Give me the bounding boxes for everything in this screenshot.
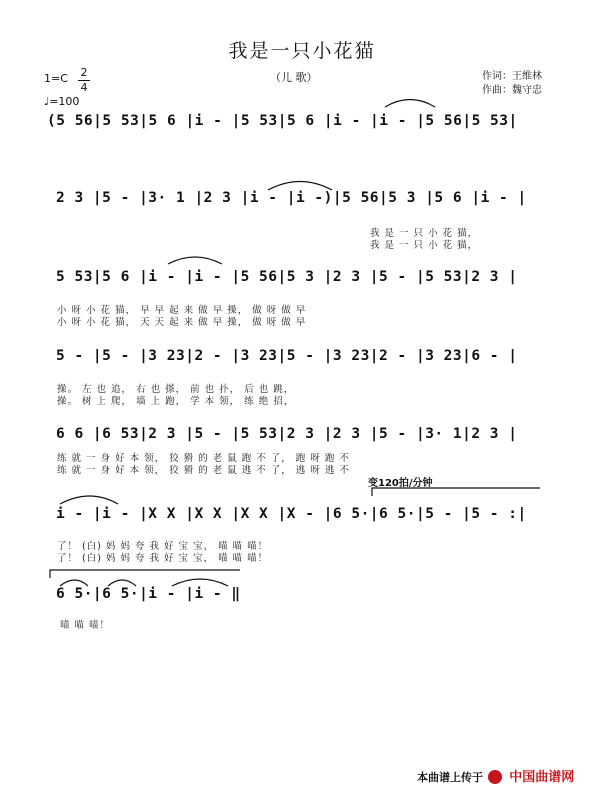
slur: [168, 257, 222, 264]
lyric-row-4-verse-2: 操。 树 上 爬， 墙 上 跑， 学 本 领， 练 绝 招，: [57, 396, 295, 407]
notation-row-7: 6 5·|6 5·|i - |i - ‖: [56, 586, 241, 602]
lyric-row-3-verse-1: 小 呀 小 花 猫， 早 早 起 来 做 早 操， 做 呀 做 早: [57, 305, 307, 316]
tempo-change-marking: 变120拍/分钟: [368, 478, 433, 489]
lyric-row-6-verse-1: 了！ (白) 妈 妈 夸 我 好 宝 宝， 喵 喵 喵！: [57, 541, 269, 552]
volta-bracket: [372, 488, 540, 496]
site-logo-icon: [488, 770, 502, 784]
tempo-marking: ♩=100: [44, 95, 80, 108]
lyric-row-7: 喵 喵 喵！: [60, 620, 111, 631]
slur: [385, 100, 435, 108]
lyricist: 作词：王维林: [482, 71, 542, 82]
key-signature: 1=C: [44, 72, 68, 85]
notation-row-4: 5 - |5 - |3 23|2 - |3 23|5 - |3 23|2 - |3 23|6 - |: [56, 348, 518, 364]
notation-row-5: 6 6 |6 53|2 3 |5 - |5 53|2 3 |2 3 |5 - |3· 1|2 3 |: [56, 426, 518, 442]
footer: [417, 766, 574, 785]
lyric-row-5-verse-2: 练 就 一 身 好 本 领， 狡 猾 的 老 鼠 逃 不 了， 逃 呀 逃 不: [57, 465, 350, 476]
lyric-row-3-verse-2: 小 呀 小 花 猫， 天 天 起 来 做 早 操， 做 呀 做 早: [57, 317, 307, 328]
composer: 作曲：魏守忠: [482, 85, 542, 96]
slur: [108, 580, 136, 586]
lyric-row-6-verse-2: 了！ (白) 妈 妈 夸 我 好 宝 宝， 喵 喵 喵！: [57, 553, 269, 564]
lyric-row-2-verse-2: 我 是 一 只 小 花 猫，: [370, 240, 479, 251]
genre-subtitle: （儿 歌）: [270, 71, 318, 84]
time-signature-bottom: 4: [80, 81, 88, 94]
notation-row-1: (5 56|5 53|5 6 |i - |5 53|5 6 |i - |i - |5 56|5 53|: [47, 113, 518, 129]
volta-bracket: [50, 570, 240, 578]
time-signature-top: 2: [80, 66, 88, 79]
footer-text: 本曲谱上传于: [417, 771, 483, 784]
notation-row-3: 5 53|5 6 |i - |i - |5 56|5 3 |2 3 |5 - |5 53|2 3 |: [56, 269, 518, 285]
slur: [172, 579, 228, 586]
notation-row-6: i - |i - |X X |X X |X X |X - |6 5·|6 5·|5 - |5 - :|: [56, 506, 527, 522]
lyric-row-2-verse-1: 我 是 一 只 小 花 猫，: [370, 228, 479, 239]
lyric-row-5-verse-1: 练 就 一 身 好 本 领， 狡 猾 的 老 鼠 跑 不 了， 跑 呀 跑 不: [57, 453, 350, 464]
notation-row-2: 2 3 |5 - |3· 1 |2 3 |i - |i -)|5 56|5 3 |5 6 |i - |: [56, 190, 527, 206]
site-name[interactable]: 中国曲谱网: [509, 770, 575, 785]
slur: [268, 182, 332, 191]
lyric-row-4-verse-1: 操。 左 也 追， 右 也 搽， 前 也 扑， 后 也 跳，: [57, 384, 295, 395]
slur: [60, 496, 118, 504]
slur: [60, 580, 88, 586]
score-title: 我是一只小花猫: [228, 40, 376, 62]
